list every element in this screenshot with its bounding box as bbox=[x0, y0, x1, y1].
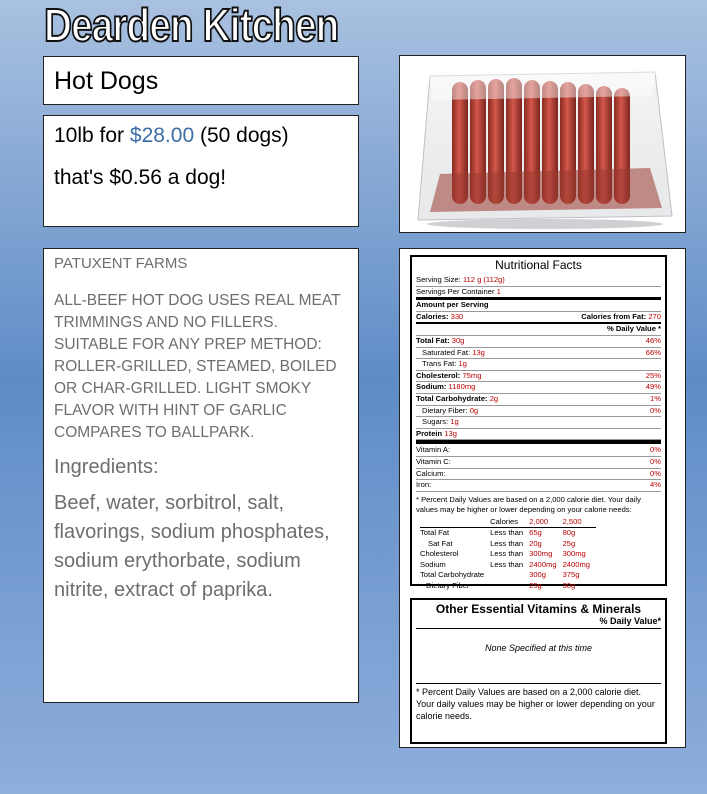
vitamins-dv-header: % Daily Value* bbox=[416, 616, 661, 629]
nutrient-row: Saturated Fat: 13g 66% bbox=[416, 348, 661, 360]
nutrient-row: Dietary Fiber: 0g 0% bbox=[416, 406, 661, 418]
price-count: (50 dogs) bbox=[194, 124, 289, 147]
calories-row: Calories: 330 Calories from Fat: 270 bbox=[416, 312, 661, 325]
nutrient-row: Protein 13g bbox=[416, 429, 661, 441]
vitamins-footnote: * Percent Daily Values are based on a 2,000 calorie diet. Your daily values may be higher or lower depending on your calorie needs. bbox=[416, 683, 661, 722]
nutrition-facts-label bbox=[410, 255, 667, 590]
page-title: Dearden Kitchen bbox=[44, 0, 339, 51]
product-name: Hot Dogs bbox=[54, 67, 159, 95]
nutrient-row: Sugars: 1g bbox=[416, 417, 661, 429]
vitamins-minerals-box bbox=[410, 598, 667, 744]
price-line bbox=[54, 124, 358, 148]
nutrient-row: Sodium: 1180mg 49% bbox=[416, 382, 661, 394]
nutrition-panel bbox=[399, 248, 686, 748]
daily-value-header: % Daily Value * bbox=[416, 324, 661, 336]
nutrition-heading: Nutritional Facts bbox=[495, 258, 582, 272]
brand-name: PATUXENT FARMS bbox=[54, 255, 188, 272]
daily-value-table-row: Calories 2,000 2,500 bbox=[420, 517, 596, 528]
product-name-box bbox=[43, 56, 359, 105]
price-quantity: 10lb for bbox=[54, 124, 130, 147]
vitamin-row: Vitamin C: 0% bbox=[416, 457, 661, 469]
daily-value-table-row: Dietary Fiber 25g 30g bbox=[426, 580, 576, 590]
hot-dogs-package-image bbox=[400, 56, 685, 232]
price-box bbox=[43, 115, 359, 227]
vitamin-row: Iron: 4% bbox=[416, 480, 661, 492]
vitamin-rows bbox=[416, 445, 661, 491]
nutrient-row: Total Carbohydrate: 2g 1% bbox=[416, 394, 661, 406]
nutrient-row: Cholesterol: 75mg 25% bbox=[416, 371, 661, 383]
vitamin-row: Calcium: 0% bbox=[416, 469, 661, 481]
daily-value-table-row: Total Fat Less than 65g 80g bbox=[420, 528, 576, 538]
amount-per-serving: Amount per Serving bbox=[416, 300, 661, 312]
product-photo bbox=[399, 55, 686, 233]
daily-value-table-row: Cholesterol Less than 300mg 300mg bbox=[420, 549, 586, 559]
nutrient-row: Total Fat: 30g 46% bbox=[416, 336, 661, 348]
price-per-dog: that's $0.56 a dog! bbox=[54, 166, 227, 189]
daily-value-table bbox=[420, 517, 596, 592]
vitamins-none: None Specified at this time bbox=[484, 643, 593, 653]
daily-value-table-row: Sodium Less than 2400mg 2400mg bbox=[420, 559, 591, 569]
ingredients-heading: Ingredients: bbox=[54, 456, 159, 478]
vitamins-title: Other Essential Vitamins & Minerals bbox=[435, 602, 642, 616]
nutrient-rows bbox=[416, 336, 661, 440]
product-blurb: ALL-BEEF HOT DOG USES REAL MEAT TRIMMINGS AND NO FILLERS. SUITABLE FOR ANY PREP METHOD: ROLLER-GRILLED, STEAMED, BOILED OR CHAR-GRILLED. LIGHT SMOKY FLAVOR WITH HINT OF GARLIC COMPARES TO BALLPARK. bbox=[54, 292, 341, 441]
vitamin-row: Vitamin A: 0% bbox=[416, 445, 661, 457]
servings-per-container: Servings Per Container 1 bbox=[416, 287, 661, 301]
price-amount: $28.00 bbox=[129, 124, 195, 147]
nutrient-row: Trans Fat: 1g bbox=[416, 359, 661, 371]
daily-value-table-row: Total Carbohydrate 300g 375g bbox=[420, 570, 580, 580]
description-box bbox=[43, 248, 359, 703]
serving-size: Serving Size: 112 g (112g) bbox=[416, 275, 661, 287]
ingredients-list: Beef, water, sorbitrol, salt, flavorings, sodium phosphates, sodium erythorbate, sodium nitrite, extract of paprika. bbox=[54, 492, 330, 601]
daily-value-footnote: * Percent Daily Values are based on a 2,000 calorie diet. Your daily values may be higher or lower depending on your calorie needs: bbox=[416, 494, 641, 514]
daily-value-table-row: Sat Fat Less than 20g 25g bbox=[428, 538, 576, 548]
